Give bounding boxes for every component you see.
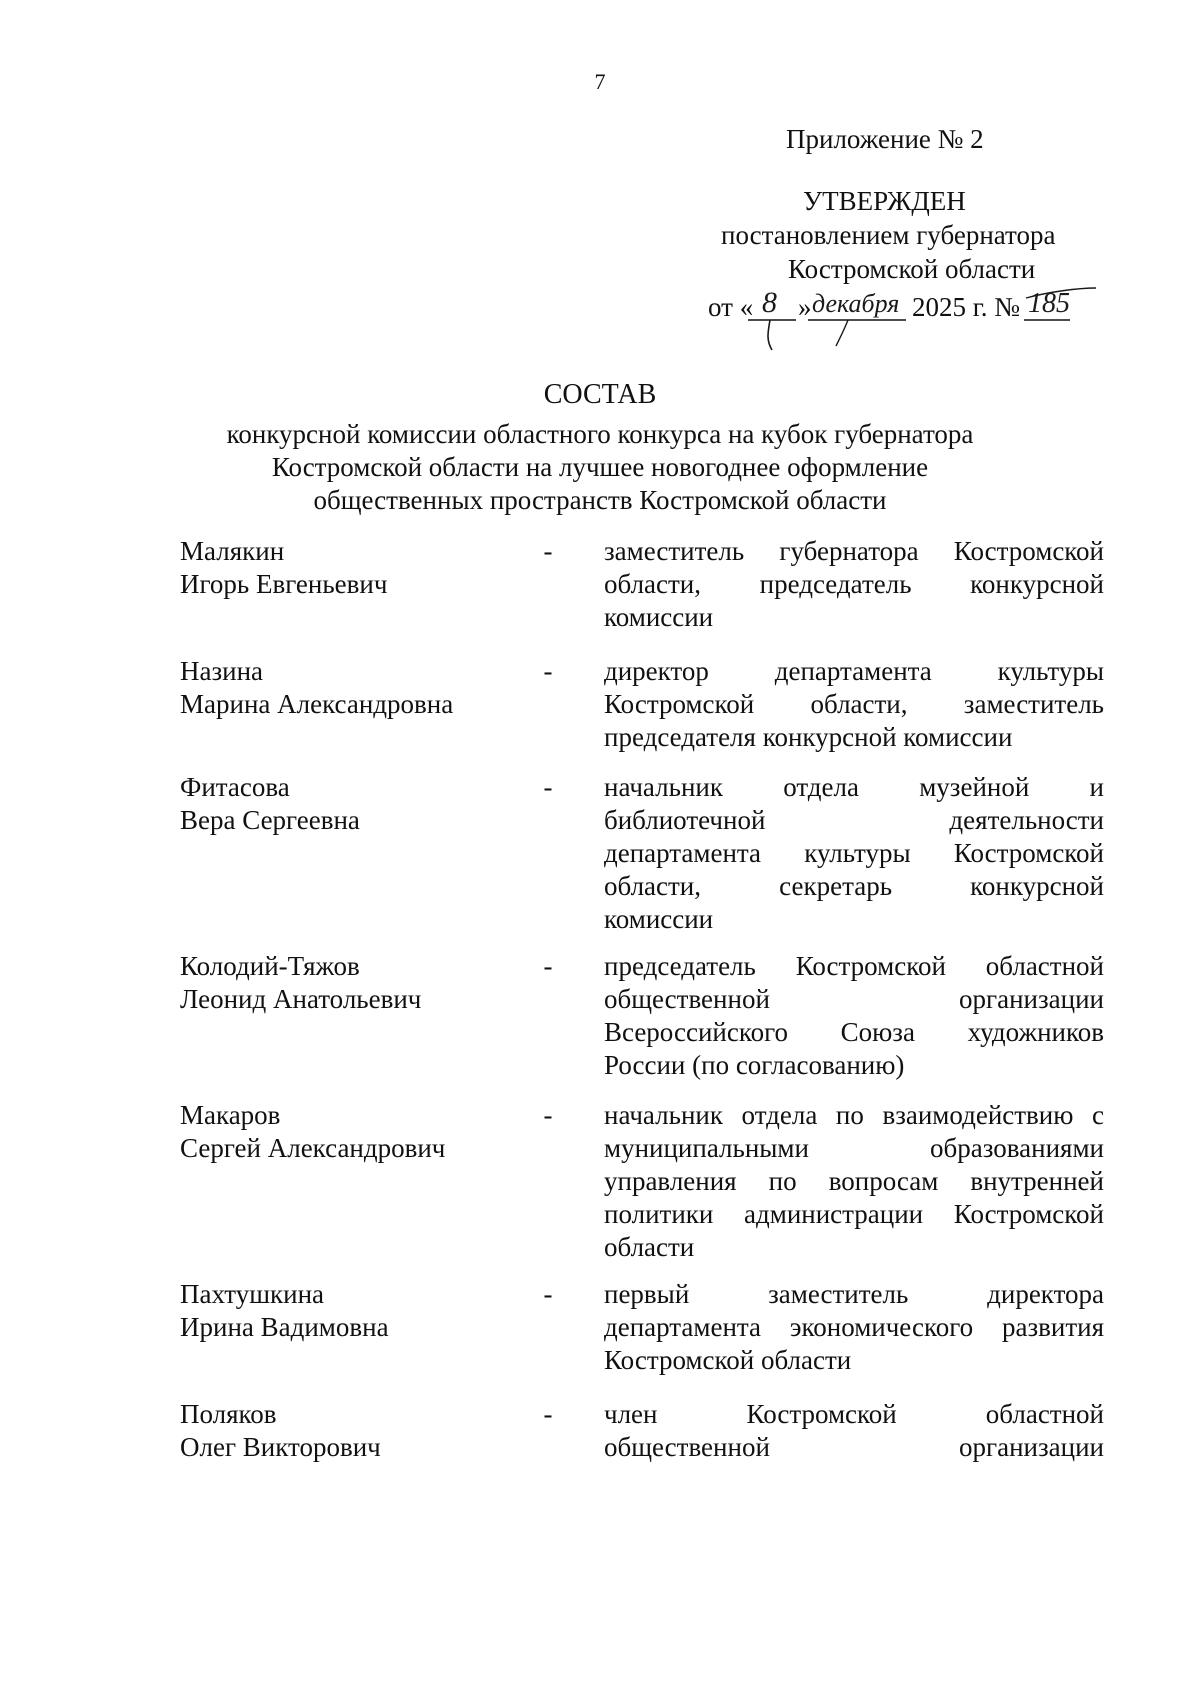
member-name — [180, 1278, 510, 1344]
document-title: СОСТАВ — [543, 379, 657, 410]
separator-dash: - — [543, 656, 553, 686]
date-prefix: от « — [708, 292, 754, 322]
separator-dash: - — [543, 1279, 553, 1309]
member-given-names: Игорь Евгеньевич — [180, 569, 388, 599]
role-line: области, председатель конкурсной — [604, 569, 1104, 599]
member-given-names: Вера Сергеевна — [180, 805, 360, 835]
handwritten-day: 8 — [762, 286, 777, 319]
role-line: комиссии — [604, 904, 714, 934]
decree-date-svg — [708, 276, 1108, 366]
handwritten-month: декабря — [812, 289, 900, 318]
role-line: департамента культуры Костромской — [604, 838, 1104, 868]
member-surname: Макаров — [180, 1100, 281, 1130]
separator-dash: - — [543, 536, 553, 566]
member-role — [604, 771, 1104, 936]
member-role — [604, 1278, 1104, 1377]
member-role — [604, 1099, 1104, 1264]
month-stroke — [836, 320, 848, 346]
decree-label: постановлением губернатора — [721, 220, 1056, 250]
role-line: член Костромской областной — [604, 1399, 1104, 1429]
role-line: политики администрации Костромской — [604, 1199, 1104, 1229]
member-surname: Фитасова — [180, 772, 290, 802]
separator-dash: - — [543, 1399, 553, 1429]
role-line: библиотечной деятельности — [604, 805, 1104, 835]
member-surname: Пахтушкина — [180, 1279, 325, 1309]
role-line: общественной организации — [604, 1432, 1104, 1462]
member-given-names: Ирина Вадимовна — [180, 1312, 389, 1342]
subtitle-line: Костромской области на лучшее новогоднее оформление — [271, 452, 929, 482]
approved-label: УТВЕРЖДЕН — [803, 186, 966, 216]
separator-dash: - — [543, 951, 553, 981]
role-line: России (по согласованию) — [604, 1050, 905, 1080]
role-line: Костромской области — [604, 1345, 852, 1375]
role-line: начальник отдела по взаимодействию с — [604, 1100, 1104, 1130]
member-role — [604, 655, 1104, 754]
role-line: председатель Костромской областной — [604, 951, 1104, 981]
appendix-label: Приложение № 2 — [786, 124, 984, 154]
separator-dash: - — [543, 772, 553, 802]
member-name — [180, 771, 510, 837]
member-surname: Поляков — [180, 1399, 277, 1429]
document-subtitle — [200, 418, 1000, 517]
subtitle-line: общественных пространств Костромской области — [313, 485, 887, 515]
decree-date-line — [708, 286, 1100, 360]
member-name — [180, 1398, 510, 1464]
member-name — [180, 535, 510, 601]
member-given-names: Марина Александровна — [180, 689, 454, 719]
member-given-names: Олег Викторович — [180, 1432, 381, 1462]
date-mid: » — [798, 292, 812, 322]
member-surname: Малякин — [180, 536, 285, 566]
role-line: области — [604, 1232, 695, 1262]
role-line: комиссии — [604, 602, 714, 632]
member-given-names: Леонид Анатольевич — [180, 984, 422, 1014]
member-role — [604, 535, 1104, 634]
role-line: общественной организации — [604, 984, 1104, 1014]
role-line: начальник отдела музейной и — [604, 772, 1104, 802]
role-line: муниципальными образованиями — [604, 1133, 1104, 1163]
role-line: директор департамента культуры — [604, 656, 1104, 686]
role-line: области, секретарь конкурсной — [604, 871, 1104, 901]
date-year: 2025 г. № — [912, 292, 1021, 322]
role-line: председателя конкурсной комиссии — [604, 722, 1013, 752]
subtitle-line: конкурсной комиссии областного конкурса на кубок губернатора — [226, 419, 974, 449]
page-number: 7 — [594, 69, 606, 94]
member-given-names: Сергей Александрович — [180, 1133, 446, 1163]
role-line: Костромской области, заместитель — [604, 689, 1104, 719]
member-surname: Назина — [180, 656, 264, 686]
member-name — [180, 1099, 510, 1165]
member-name — [180, 950, 510, 1016]
member-surname: Колодий-Тяжов — [180, 951, 360, 981]
role-line: первый заместитель директора — [604, 1279, 1104, 1309]
role-line: Всероссийского Союза художников — [604, 1017, 1104, 1047]
member-role — [604, 1398, 1104, 1464]
role-line: управления по вопросам внутренней — [604, 1166, 1104, 1196]
member-role — [604, 950, 1104, 1082]
handwritten-number: 185 — [1028, 288, 1070, 319]
member-name — [180, 655, 510, 721]
separator-dash: - — [543, 1100, 553, 1130]
role-line: департамента экономического развития — [604, 1312, 1104, 1342]
region-label: Костромской области — [788, 254, 1036, 284]
role-line: заместитель губернатора Костромской — [604, 536, 1104, 566]
day-stroke — [768, 320, 772, 350]
